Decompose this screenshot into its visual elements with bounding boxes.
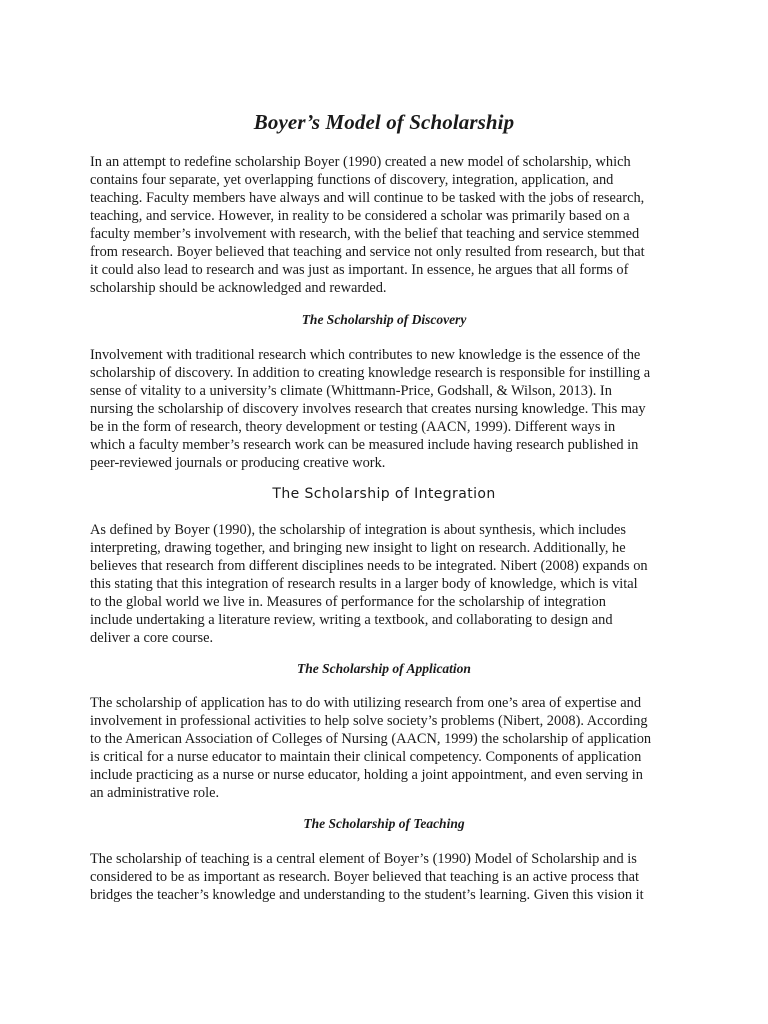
section-heading-application: The Scholarship of Application (297, 661, 471, 676)
teaching-paragraph (90, 850, 678, 904)
paragraph-line: The scholarship of teaching is a central element of Boyer’s (1990) Model of Scholarship and is (90, 851, 637, 867)
paragraph-line: nursing the scholarship of discovery involves research that creates nursing knowledge. This may (90, 401, 646, 417)
paragraph-line: The scholarship of application has to do with utilizing research from one’s area of expertise and (90, 695, 642, 711)
application-paragraph (90, 694, 678, 802)
paragraph-line: it could also lead to research and was just as important. In essence, he argues that all forms of (90, 262, 629, 278)
paragraph-line: considered to be as important as research. Boyer believed that teaching is an active process that (90, 869, 640, 885)
paragraph-line: interpreting, drawing together, and bringing new insight to light on research. Additionally, he (90, 540, 626, 556)
paragraph-line: peer-reviewed journals or producing creative work. (90, 455, 386, 471)
section-heading-integration: The Scholarship of Integration (272, 486, 496, 502)
paragraph-line: deliver a core course. (90, 630, 214, 646)
paragraph-line: As defined by Boyer (1990), the scholarship of integration is about synthesis, which includes (90, 522, 626, 538)
paragraph-line: bridges the teacher’s knowledge and understanding to the student’s learning. Given this vision it (90, 887, 644, 903)
paragraph-line: is critical for a nurse educator to maintain their clinical competency. Components of application (90, 749, 642, 765)
paragraph-line: involvement in professional activities to help solve society’s problems (Nibert, 2008). According (90, 713, 648, 729)
intro-paragraph (90, 153, 678, 297)
paragraph-line: faculty member’s involvement with research, with the belief that teaching and service stemmed (90, 226, 640, 242)
paragraph-line: to the global world we live in. Measures of performance for the scholarship of integration (90, 594, 606, 610)
paragraph-line: from research. Boyer believed that teaching and service not only resulted from research, but that (90, 244, 645, 260)
paragraph-line: teaching. Faculty members have always and will continue to be tasked with the jobs of research, (90, 190, 645, 206)
discovery-paragraph (90, 346, 678, 472)
paragraph-line: believes that research from different disciplines needs to be integrated. Nibert (2008) expands on (90, 558, 648, 574)
paragraph-line: which a faculty member’s research work can be measured include having research published in (90, 437, 639, 453)
paragraph-line: include practicing as a nurse or nurse educator, holding a joint appointment, and even serving in (90, 767, 643, 783)
paragraph-line: scholarship of discovery. In addition to creating knowledge research is responsible for instilling a (90, 365, 651, 381)
paragraph-line: scholarship should be acknowledged and rewarded. (90, 280, 387, 296)
paragraph-line: this stating that this integration of research results in a larger body of knowledge, which is vital (90, 576, 638, 592)
paragraph-line: sense of vitality to a university’s climate (Whittmann-Price, Godshall, & Wilson, 2013). In (90, 383, 612, 399)
section-heading-teaching: The Scholarship of Teaching (303, 816, 465, 831)
paragraph-line: In an attempt to redefine scholarship Boyer (1990) created a new model of scholarship, which (90, 154, 631, 170)
paragraph-line: teaching, and service. However, in reality to be considered a scholar was primarily based on a (90, 208, 630, 224)
paragraph-line: contains four separate, yet overlapping functions of discovery, integration, application, and (90, 172, 614, 188)
paragraph-line: include undertaking a literature review, writing a textbook, and collaborating to design and (90, 612, 613, 628)
section-heading-discovery: The Scholarship of Discovery (301, 312, 467, 327)
paragraph-line: Involvement with traditional research which contributes to new knowledge is the essence of the (90, 347, 641, 363)
integration-paragraph (90, 521, 678, 647)
paragraph-line: an administrative role. (90, 785, 220, 801)
paragraph-line: to the American Association of Colleges of Nursing (AACN, 1999) the scholarship of application (90, 731, 652, 747)
document-title: Boyer’s Model of Scholarship (253, 110, 515, 134)
paragraph-line: be in the form of research, theory development or testing (AACN, 1999). Different ways in (90, 419, 616, 435)
